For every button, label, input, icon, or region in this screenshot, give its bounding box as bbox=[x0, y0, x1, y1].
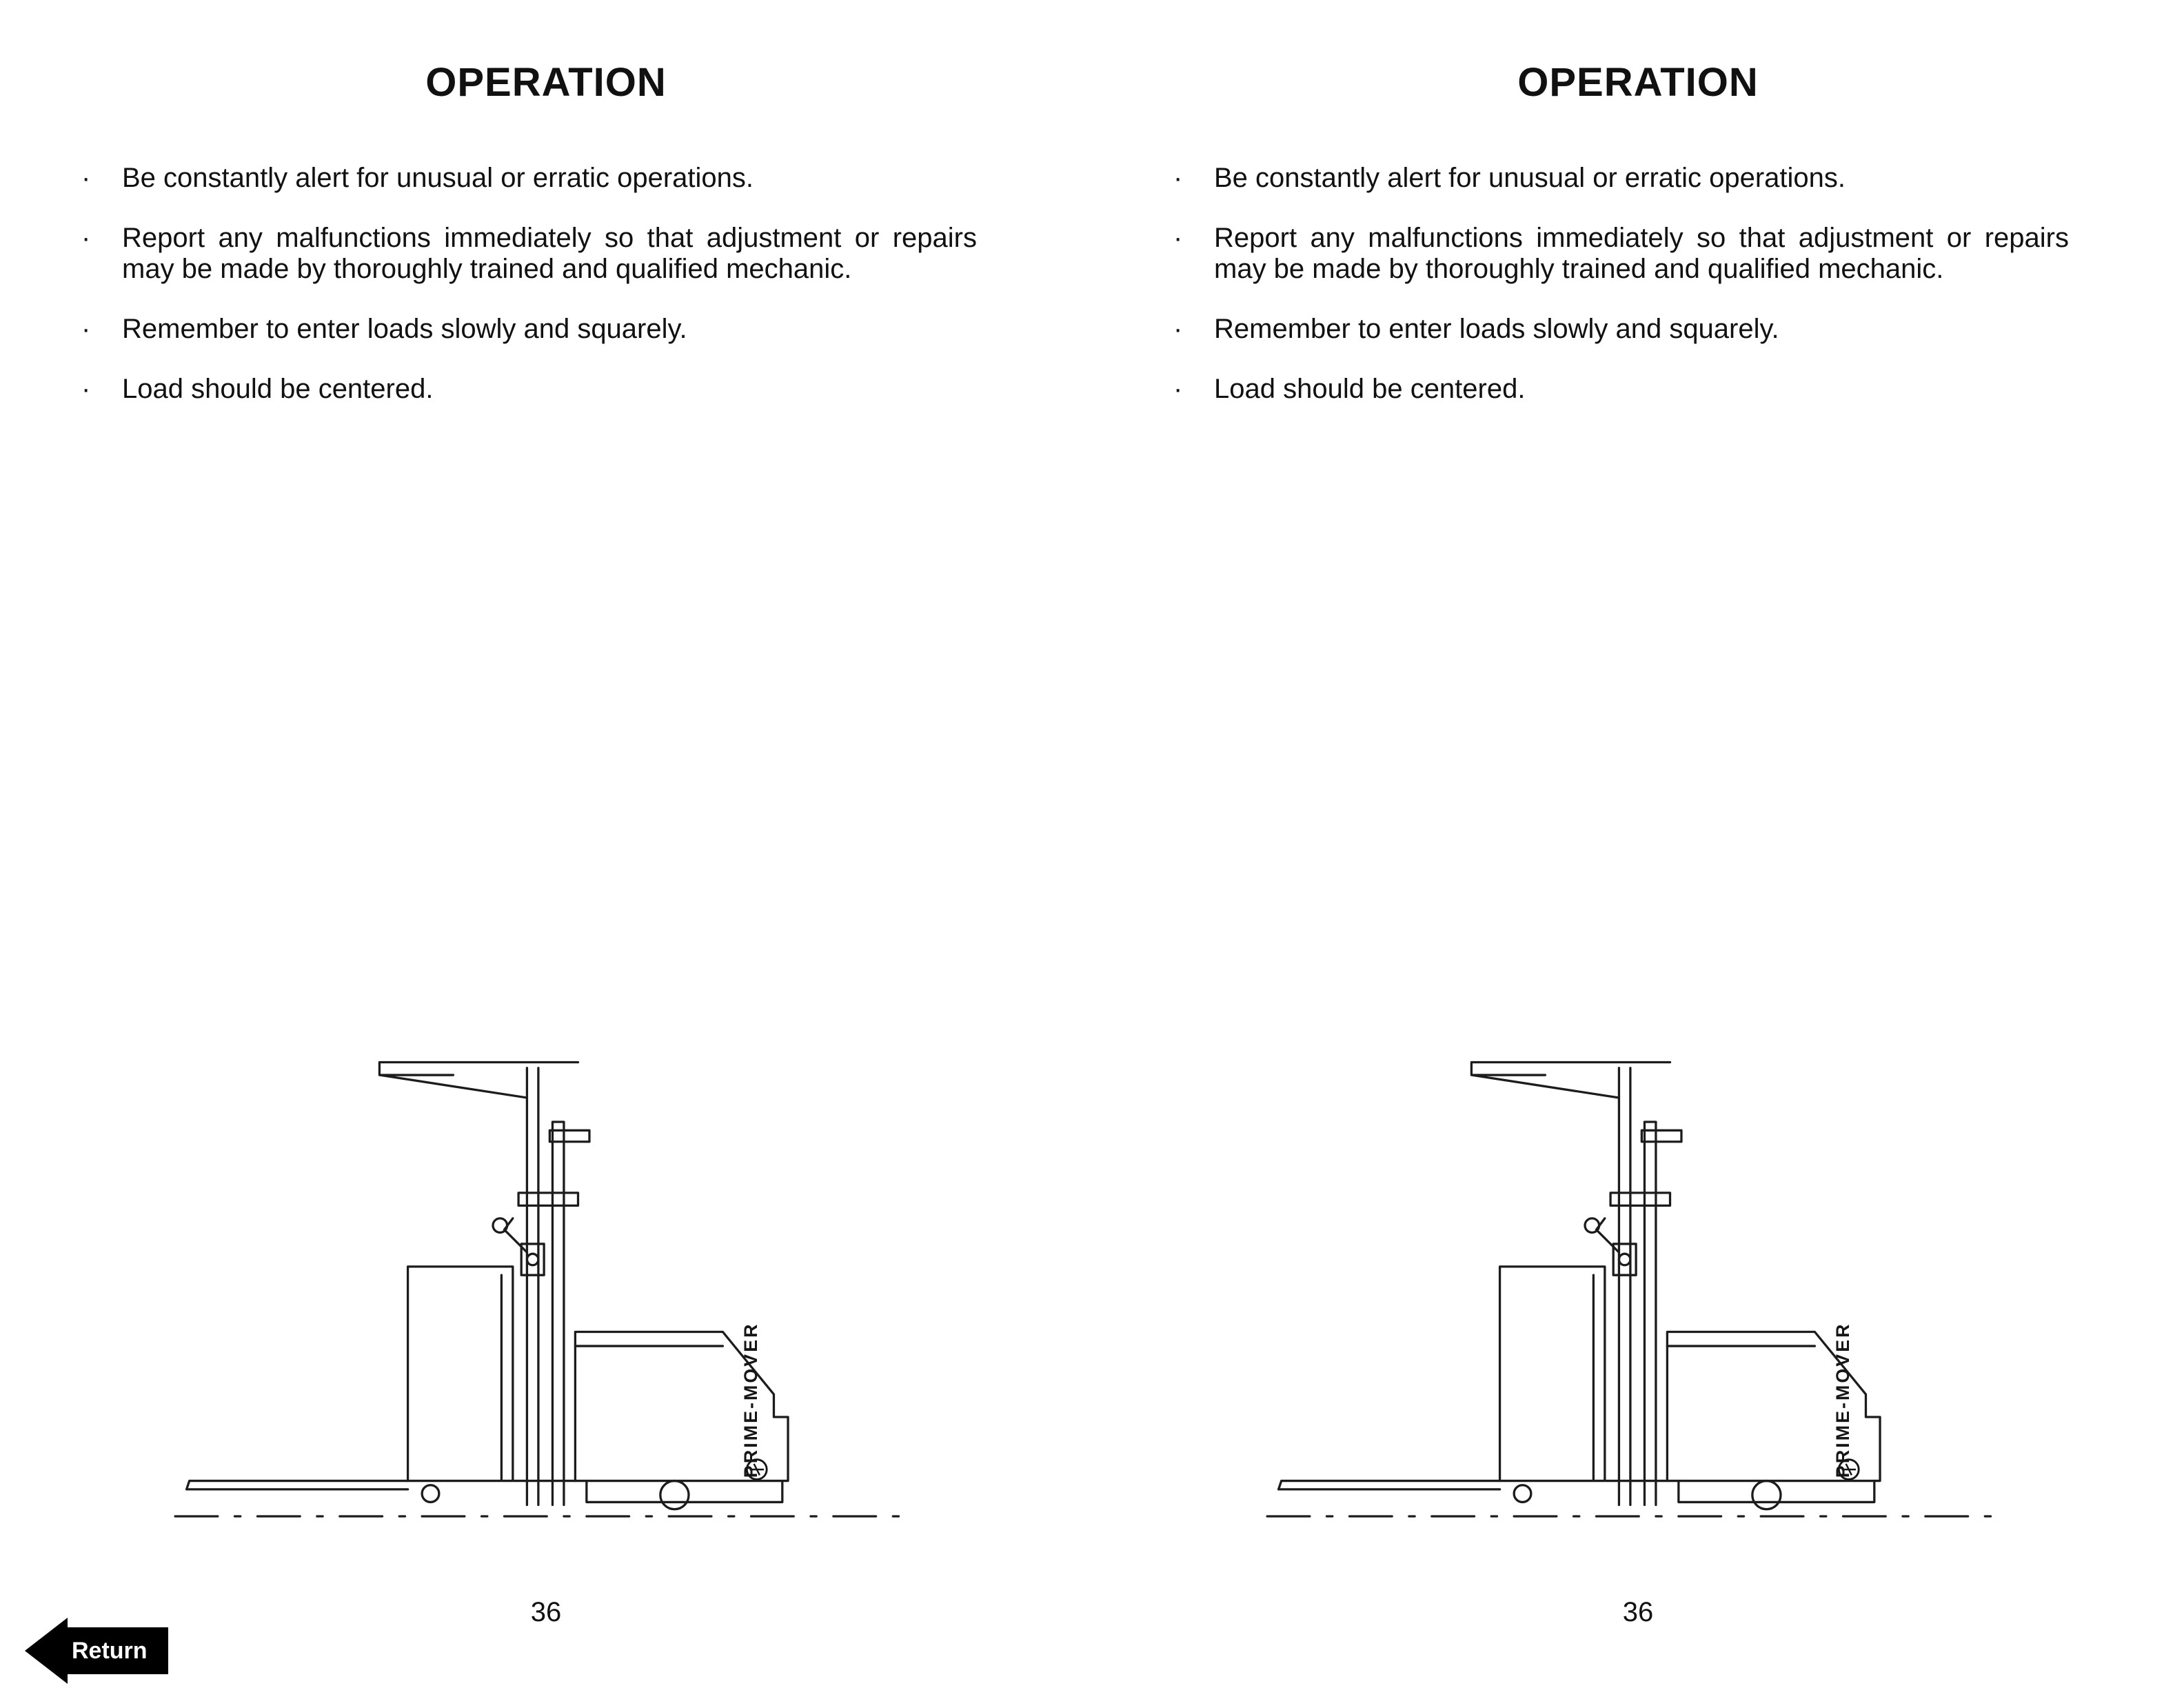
list-item bbox=[81, 163, 977, 194]
bullet-marker: · bbox=[1173, 223, 1183, 253]
bullet-marker: · bbox=[81, 314, 91, 344]
list-item bbox=[1173, 314, 2069, 345]
manual-page-right bbox=[1092, 0, 2184, 1688]
bullet-text: Report any malfunctions immediately so that adjustment or repairs may be made by thoroughly trained and qualified mechanic. bbox=[122, 223, 977, 284]
bullet-marker: · bbox=[1173, 314, 1183, 344]
list-item bbox=[81, 314, 977, 345]
bullet-text: Load should be centered. bbox=[1214, 374, 1526, 404]
bullet-text: Be constantly alert for unusual or erratic operations. bbox=[122, 163, 754, 193]
page-title: OPERATION bbox=[1517, 60, 1759, 105]
bullet-marker: · bbox=[81, 163, 91, 193]
bullet-list bbox=[81, 163, 977, 434]
bullet-text: Load should be centered. bbox=[122, 374, 434, 404]
page-title: OPERATION bbox=[425, 60, 667, 105]
bullet-text: Remember to enter loads slowly and squarely. bbox=[122, 314, 687, 344]
return-button-label: Return bbox=[66, 1627, 168, 1674]
bullet-text: Remember to enter loads slowly and squarely. bbox=[1214, 314, 1779, 344]
list-item bbox=[1173, 163, 2069, 194]
bullet-marker: · bbox=[1173, 163, 1183, 193]
bullet-text: Be constantly alert for unusual or erratic operations. bbox=[1214, 163, 1846, 193]
list-item bbox=[1173, 223, 2069, 285]
forklift-drawing bbox=[172, 1054, 910, 1536]
list-item bbox=[81, 374, 977, 405]
bullet-marker: · bbox=[1173, 374, 1183, 404]
bullet-text: Report any malfunctions immediately so that adjustment or repairs may be made by thoroughly trained and qualified mechanic. bbox=[1214, 223, 2069, 284]
return-button[interactable] bbox=[25, 1618, 168, 1684]
bullet-marker: · bbox=[81, 223, 91, 253]
list-item bbox=[1173, 374, 2069, 405]
list-item bbox=[81, 223, 977, 285]
page-number: 36 bbox=[1622, 1597, 1654, 1627]
forklift-drawing bbox=[1264, 1054, 2002, 1536]
left-arrow-icon bbox=[25, 1618, 68, 1684]
bullet-marker: · bbox=[81, 374, 91, 404]
page-number: 36 bbox=[530, 1597, 562, 1627]
bullet-list bbox=[1173, 163, 2069, 434]
